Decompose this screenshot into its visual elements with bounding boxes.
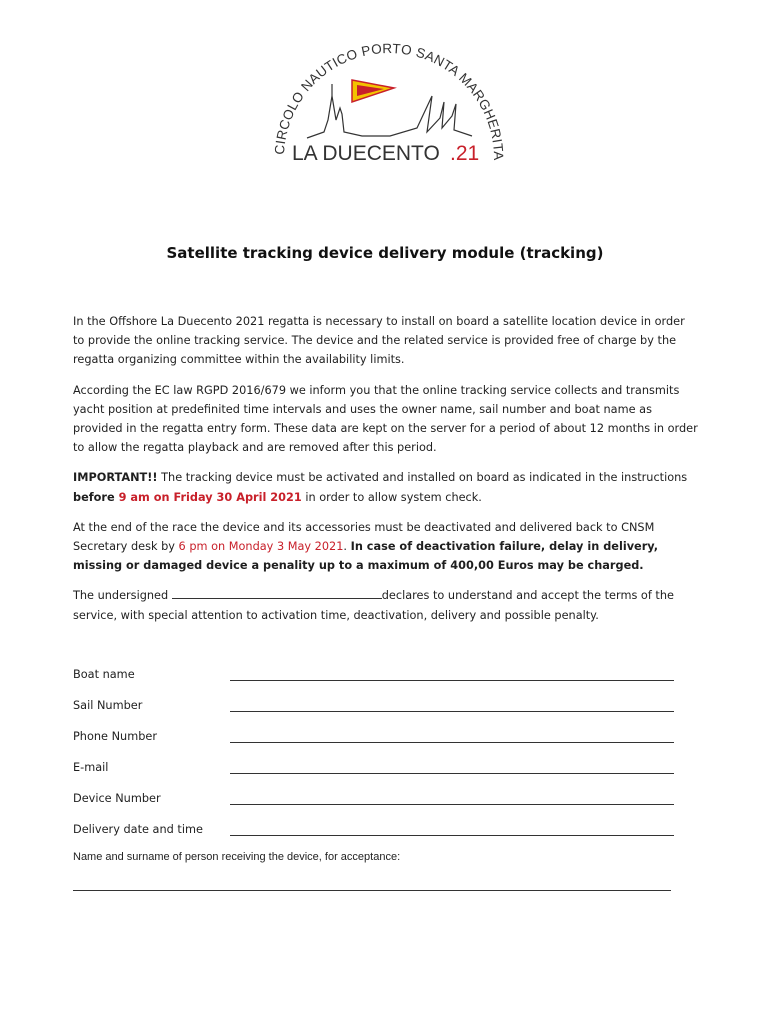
page-title: Satellite tracking device delivery module (tracking) (166, 244, 604, 262)
email-field[interactable] (230, 773, 674, 774)
sail-number-label: Sail Number (73, 699, 143, 712)
paragraph-privacy: According the EC law RGPD 2016/679 we inform you that the online tracking service collects and transmits yacht position at predefinited time intervals and uses the owner name, sail number and boat name as provided in the regatta entry form. These data are kept on the server for a period of about 12 months in order to allow the regatta playback and are removed after this period. (73, 383, 698, 455)
logo-event-name: LA DUECENTO (292, 142, 440, 165)
boat-name-field[interactable] (230, 680, 674, 681)
body-text (73, 312, 698, 636)
delivery-date-label: Delivery date and time (73, 823, 203, 836)
important-label: IMPORTANT!! (73, 471, 158, 485)
form-row-email (73, 759, 683, 790)
paragraph-intro: In the Offshore La Duecento 2021 regatta is necessary to install on board a satellite location device in order to provide the online tracking service. The device and the related service is provided free of charge by the regatta organizing committee within the availability limits. (73, 315, 685, 367)
return-deadline: 6 pm on Monday 3 May 2021 (178, 540, 344, 554)
paragraph-important: IMPORTANT!! The tracking device must be activated and installed on board as indicated in the instructions before 9 am on Friday 30 April 2021 in order to allow system check. (73, 471, 688, 504)
phone-number-field[interactable] (230, 742, 674, 743)
form-row-delivery-date (73, 821, 683, 852)
form-row-device-number (73, 790, 683, 821)
skyline-icon (307, 84, 472, 138)
logo-event-year: .21 (450, 142, 480, 165)
acceptance-signature-field[interactable] (73, 890, 671, 891)
device-number-label: Device Number (73, 792, 161, 805)
form-row-phone-number (73, 728, 683, 759)
boat-name-label: Boat name (73, 668, 135, 681)
device-number-field[interactable] (230, 804, 674, 805)
delivery-form (73, 666, 683, 852)
delivery-date-field[interactable] (230, 835, 674, 836)
club-logo (262, 36, 512, 166)
paragraph-declaration: The undersigned declares to understand and accept the terms of the service, with special attention to activation time, deactivation, delivery and possible penalty. (73, 589, 674, 622)
acceptance-label: Name and surname of person receiving the device, for acceptance: (73, 851, 401, 863)
email-label: E-mail (73, 761, 109, 774)
logo-arc-text: CIRCOLO NAUTICO PORTO SANTA MARGHERITA (271, 40, 507, 161)
activation-deadline: 9 am on Friday 30 April 2021 (114, 490, 302, 504)
sail-number-field[interactable] (230, 711, 674, 712)
before-label: before (73, 490, 115, 504)
undersigned-name-field[interactable] (172, 587, 382, 599)
form-row-sail-number (73, 697, 683, 728)
penalty-notice: In case of deactivation failure, delay in delivery, missing or damaged device a penality up to a maximum of 400,00 Euros may be charged. (73, 540, 659, 573)
burgee-flag-icon (352, 80, 394, 102)
phone-number-label: Phone Number (73, 730, 157, 743)
paragraph-return: At the end of the race the device and its accessories must be deactivated and delivered back to CNSM Secretary desk by 6 pm on Monday 3 May 2021. In case of deactivation failure, delay in delivery, missing or damaged device a penality up to a maximum of 400,00 Euros may be charged. (73, 520, 659, 573)
form-row-boat-name (73, 666, 683, 697)
